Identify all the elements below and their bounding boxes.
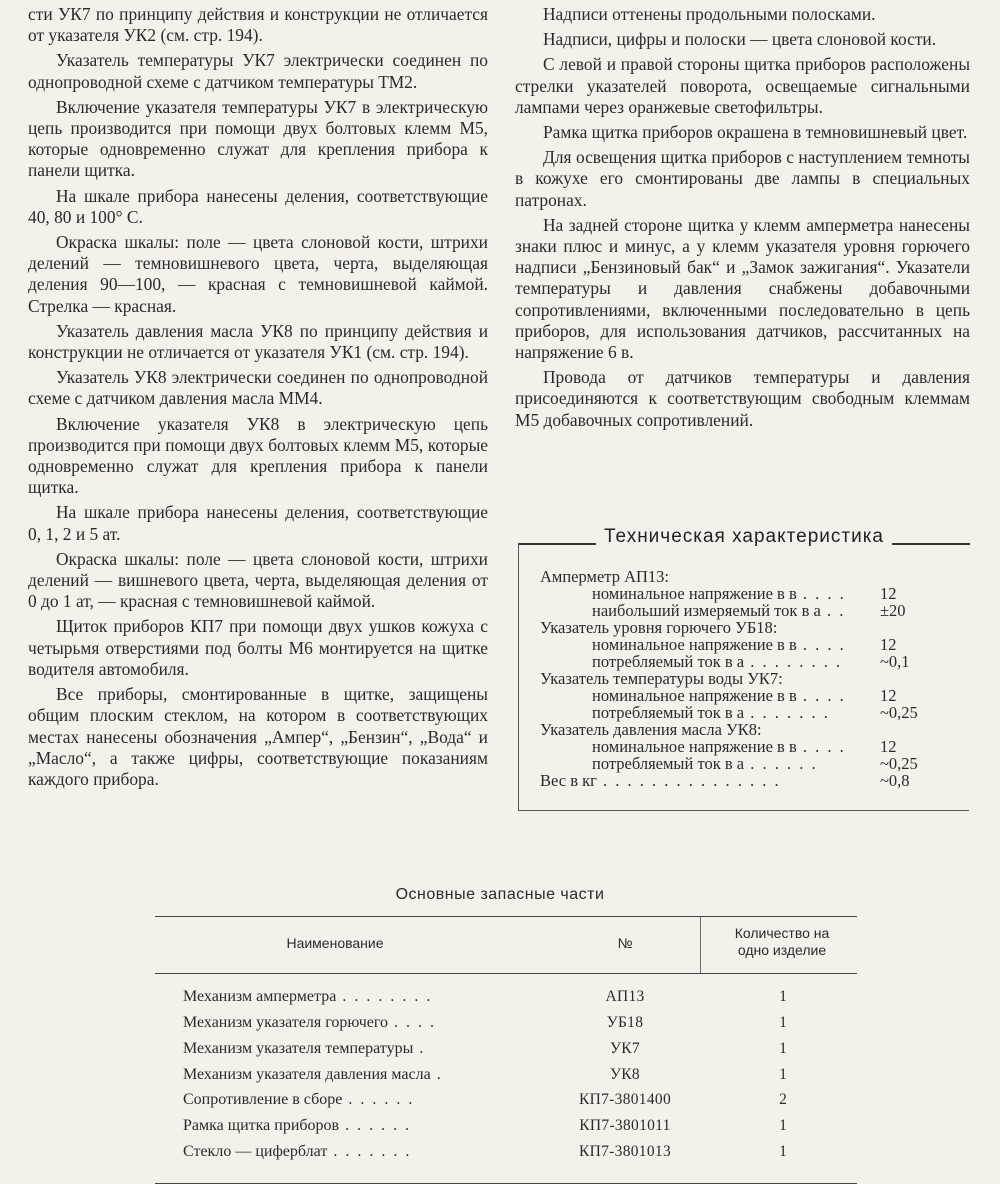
part-qty: 1 (779, 1040, 787, 1057)
paragraph: На задней стороне щитка у клемм амперметра нанесены знаки плюс и минус, а у клемм указателя уровня горючего надписи „Бензиновый бак“ и „Замок зажигания“. Указатели температуры и давления снабжены добавочными сопротивлениями, включенными последовательно в цепь приборов, для использования датчиков, рассчитанных на напряжение 6 в. (515, 214, 970, 363)
tech-spec-row (540, 772, 960, 789)
tech-spec-value: 12 (880, 686, 897, 705)
tech-spec-row (540, 755, 960, 772)
tech-spec-row (540, 670, 960, 687)
tech-spec-row (540, 568, 960, 585)
right-text-column (515, 4, 970, 435)
paragraph: На шкале прибора нанесены деления, соответствующие 0, 1, 2 и 5 ат. (28, 502, 488, 544)
tech-spec-value: ~0,1 (880, 652, 910, 671)
tech-spec-title-text: Техническая характеристика (596, 526, 892, 547)
part-number: УБ18 (606, 1014, 644, 1031)
parts-table-title: Основные запасные части (395, 886, 605, 903)
tech-spec-row (540, 585, 960, 602)
tech-spec-label: Указатель давления масла УК8: (540, 720, 762, 739)
table-row (155, 1117, 857, 1139)
paragraph: Окраска шкалы: поле — цвета слоновой кости, штрихи делений — вишневого цвета, черта, выделяющая деления от 0 до 1 ат, — красная с темновишневой каймой. (28, 548, 488, 612)
table-row (155, 1014, 857, 1036)
tech-spec-label: Вес в кг . . . . . . . . . . . . . . . (540, 771, 781, 790)
tech-spec-label: номинальное напряжение в в . . . . (592, 584, 846, 603)
tech-spec-value: ~0,25 (880, 754, 918, 773)
part-qty: 1 (779, 988, 787, 1005)
paragraph: Указатель давления масла УК8 по принципу действия и конструкции не отличается от указателя УК1 (см. стр. 194). (28, 320, 488, 363)
parts-table (155, 916, 857, 1184)
part-number: КП7-3801400 (579, 1091, 671, 1108)
paragraph: Включение указателя УК8 в электрическую цепь производится при помощи двух болтовых клемм М5, которые одновременно служат для крепления прибора к панели щитка. (28, 413, 488, 498)
table-row (155, 1091, 857, 1113)
tech-spec-label: потребляемый ток в а . . . . . . . (592, 703, 830, 722)
tech-spec-row (540, 704, 960, 721)
paragraph: Все приборы, смонтированные в щитке, защищены общим плоским стеклом, на котором в соответствующих местах нанесены обозначения „Ампер“, „Бензин“, „Вода“ и „Масло“, а также цифры, соответствующие показаниям каждого прибора. (28, 684, 488, 789)
paragraph: Рамка щитка приборов окрашена в темновишневый цвет. (543, 122, 968, 143)
parts-header-number: № (617, 935, 633, 951)
left-text-column (28, 4, 488, 794)
part-qty: 1 (779, 1143, 787, 1160)
tech-spec-value: ~0,25 (880, 703, 918, 722)
part-name: Сопротивление в сборе . . . . . . (183, 1091, 415, 1108)
paragraph: Для освещения щитка приборов с наступлением темноты в кожухе его смонтированы две лампы в специальных патронах. (515, 147, 970, 210)
paragraph: С левой и правой стороны щитка приборов расположены стрелки указателей поворота, освещаемые сигнальными лампами через оранжевые светофильтры. (515, 54, 970, 117)
table-row (155, 988, 857, 1010)
tech-spec-row (540, 653, 960, 670)
part-number: КП7-3801011 (579, 1117, 671, 1134)
tech-spec-label: потребляемый ток в а . . . . . . . . (592, 652, 843, 671)
tech-spec-row (540, 687, 960, 704)
parts-header-name: Наименование (286, 935, 384, 951)
table-row (155, 1143, 857, 1165)
part-qty: 2 (779, 1091, 787, 1108)
header-rule (155, 973, 857, 974)
table-row (155, 1040, 857, 1062)
tech-spec-rows (540, 568, 960, 789)
part-number: КП7-3801013 (579, 1143, 671, 1160)
tech-spec-label: номинальное напряжение в в . . . . (592, 737, 846, 756)
tech-spec-label: Амперметр АП13: (540, 567, 669, 586)
part-number: УК8 (610, 1066, 640, 1083)
paragraph: Надписи, цифры и полоски — цвета слоновой кости. (543, 29, 937, 50)
paragraph: На шкале прибора нанесены деления, соответствующие 40, 80 и 100° С. (28, 185, 488, 227)
part-name: Механизм указателя температуры . (183, 1040, 426, 1057)
paragraph: сти УК7 по принципу действия и конструкции не отличается от указателя УК2 (см. стр. 194). (28, 4, 488, 46)
part-number: АП13 (605, 988, 645, 1005)
tech-spec-label: номинальное напряжение в в . . . . (592, 686, 846, 705)
parts-header-qty: Количество на одно изделие (734, 925, 830, 958)
tech-spec-value: 12 (880, 584, 897, 603)
part-qty: 1 (779, 1014, 787, 1031)
tech-spec-label: потребляемый ток в а . . . . . . (592, 754, 818, 773)
part-number: УК7 (610, 1040, 640, 1057)
paragraph: Указатель УК8 электрически соединен по однопроводной схеме с датчиком давления масла ММ4. (28, 367, 488, 409)
paragraph: Включение указателя температуры УК7 в электрическую цепь производится при помощи двух болтовых клемм М5, которые одновременно служат для крепления прибора к панели щитка. (28, 96, 488, 181)
part-name: Стекло — циферблат . . . . . . . (183, 1143, 412, 1160)
tech-spec-row (540, 636, 960, 653)
table-row (155, 1066, 857, 1088)
paragraph: Надписи оттенены продольными полосками. (543, 4, 876, 24)
paragraph: Указатель температуры УК7 электрически соединен по однопроводной схеме с датчиком температуры ТМ2. (28, 50, 488, 92)
paragraph: Щиток приборов КП7 при помощи двух ушков кожуха с четырьмя отверстиями под болты М6 монтируется на щитке водителя автомобиля. (28, 616, 488, 679)
tech-spec-row (540, 738, 960, 755)
tech-spec-value: ~0,8 (880, 771, 910, 790)
tech-spec-label: Указатель температуры воды УК7: (540, 669, 783, 688)
part-name: Рамка щитка приборов . . . . . . (183, 1117, 412, 1134)
tech-spec-value: 12 (880, 737, 897, 756)
part-name: Механизм указателя давления масла . (183, 1066, 443, 1083)
tech-spec-value: ±20 (880, 601, 906, 620)
part-qty: 1 (779, 1066, 787, 1083)
tech-spec-row (540, 602, 960, 619)
tech-spec-row (540, 619, 960, 636)
tech-spec-label: номинальное напряжение в в . . . . (592, 635, 846, 654)
header-divider (700, 917, 701, 973)
paragraph: Окраска шкалы: поле — цвета слоновой кости, штрихи делений — темновишневого цвета, черта, выделяющая деления 90—100, — красная с темновишневой каймой. Стрелка — красная. (28, 232, 488, 316)
part-name: Механизм указателя горючего . . . . (183, 1014, 437, 1031)
tech-spec-label: Указатель уровня горючего УБ18: (540, 618, 778, 637)
tech-spec-row (540, 721, 960, 738)
tech-spec-value: 12 (880, 635, 897, 654)
paragraph: Провода от датчиков температуры и давления присоединяются к соответствующим свободным клеммам М5 добавочных сопротивлений. (515, 367, 970, 430)
part-name: Механизм амперметра . . . . . . . . (183, 988, 433, 1005)
tech-spec-label: наибольший измеряемый ток в а . . (592, 601, 846, 620)
part-qty: 1 (779, 1117, 787, 1134)
tech-spec-box (518, 526, 970, 811)
